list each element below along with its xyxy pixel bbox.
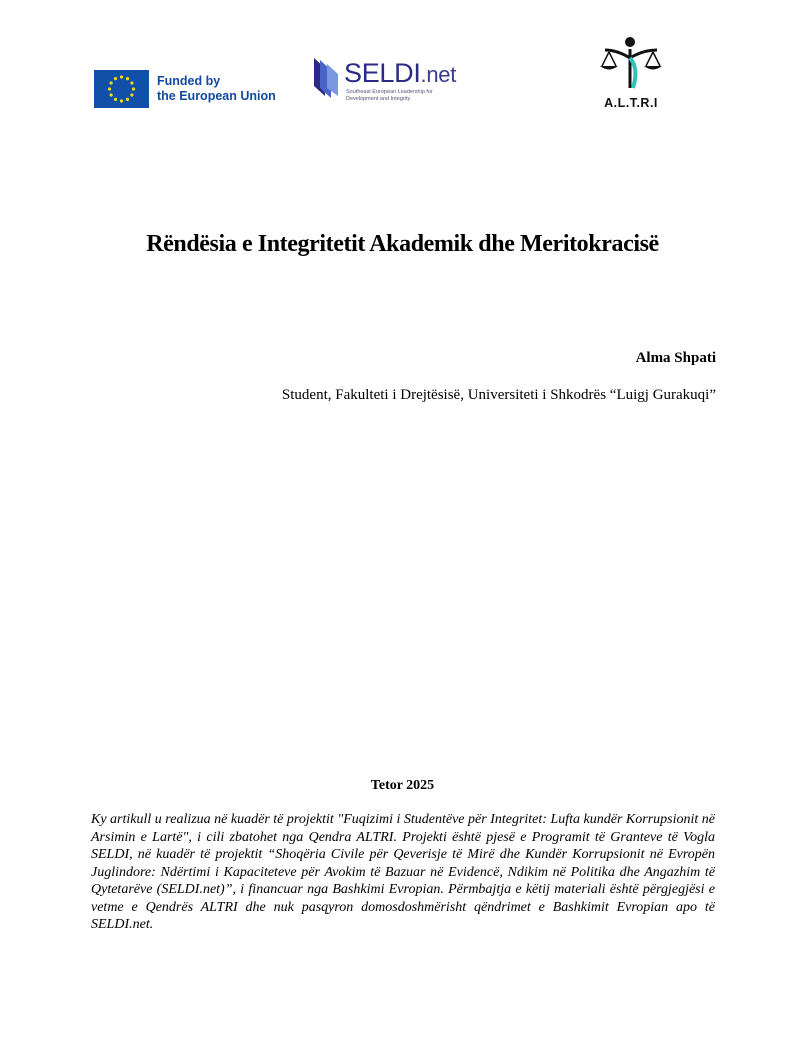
eu-flag-icon [94, 70, 149, 108]
funding-disclaimer: Ky artikull u realizua në kuadër të projektit "Fuqizimi i Studentëve për Integritet: Lufta kundër Korrupsionit në Arsimin e Lartë", i cili zbatohet nga Qendra ALTRI. Projekti është pjesë e Programit të Granteve të Vogla SELDI, në kuadër të projektit “Shoqëria Civile për Qeverisje të Mirë dhe Kundër Korrupsionit në Evropën Juglindore: Ndërtimi i Kapaciteteve për Avokim të Bazuar në Evidencë, Ndikim në Politika dhe Angazhim të Qytetarëve (SELDI.net)”, i financuar nga Bashkimi Evropian. Përmbajtja e këtij materiali është përgjegjësi e vetme e Qendrës ALTRI dhe nuk pasqyron domosdoshmërisht qëndrimet e Bashkimit Evropian apo të SELDI.net. [91, 812, 715, 932]
seldi-tagline: Southeast European Leadership for Development and Integrity [346, 89, 433, 102]
eu-funding-logo [94, 68, 290, 110]
eu-funding-line1: Funded by [157, 74, 221, 88]
author-name: Alma Shpati [635, 350, 716, 366]
altri-scales-icon [597, 36, 665, 94]
eu-stars-icon [94, 70, 149, 108]
eu-funding-text [157, 74, 276, 104]
seldi-tld: .net [420, 62, 457, 87]
seldi-wordmark [344, 58, 456, 90]
altri-logo [596, 36, 666, 114]
document-date: Tetor 2025 [370, 778, 435, 793]
document-title: Rëndësia e Integritetit Akademik dhe Meritokracisë [146, 231, 659, 257]
seldi-name: SELDI [344, 58, 421, 88]
seldi-book-icon [311, 56, 343, 100]
seldi-logo [311, 56, 481, 104]
altri-wordmark: A.L.T.R.I [604, 96, 658, 110]
author-affiliation: Student, Fakulteti i Drejtësisë, Universiteti i Shkodrës “Luigj Gurakuqi” [281, 387, 716, 403]
eu-funding-line2: the European Union [157, 89, 276, 103]
